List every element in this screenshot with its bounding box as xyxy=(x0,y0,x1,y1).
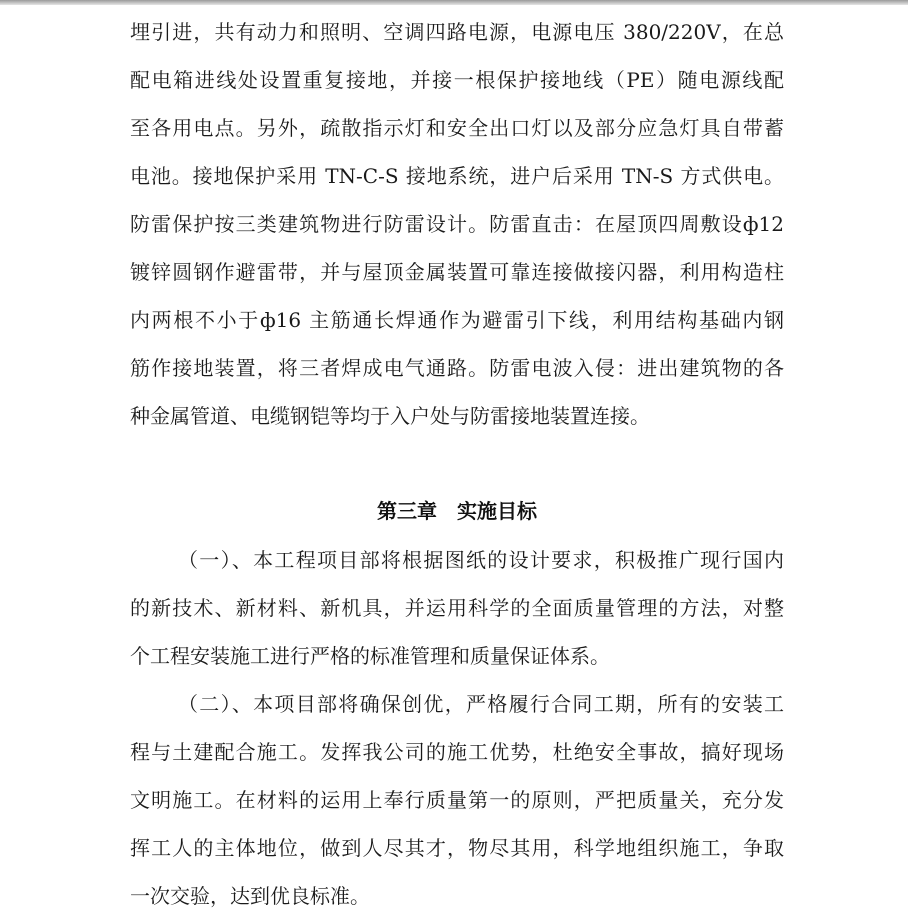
electrical-paragraph xyxy=(130,8,784,440)
text-line: 内两根不小于ф16 主筋通长焊通作为避雷引下线，利用结构基础内钢 xyxy=(130,308,784,332)
text-line: （二）、本项目部将确保创优，严格履行合同工期，所有的安装工 xyxy=(178,692,784,716)
text-line: （一）、本工程项目部将根据图纸的设计要求，积极推广现行国内 xyxy=(178,548,784,572)
text-line: 防雷保护按三类建筑物进行防雷设计。防雷直击：在屋顶四周敷设ф12 xyxy=(130,212,784,236)
text-line: 埋引进，共有动力和照明、空调四路电源，电源电压 380/220V，在总 xyxy=(130,20,784,44)
text-line: 程与土建配合施工。发挥我公司的施工优势，杜绝安全事故，搞好现场 xyxy=(130,740,784,764)
text-line: 筋作接地装置，将三者焊成电气通路。防雷电波入侵：进出建筑物的各 xyxy=(130,356,784,380)
chapter-heading: 第三章 实施目标 xyxy=(377,499,537,523)
document-page xyxy=(130,8,784,920)
text-line: 一次交验，达到优良标准。 xyxy=(130,884,370,908)
goal-paragraph-2 xyxy=(130,680,784,920)
text-line: 镀锌圆钢作避雷带，并与屋顶金属装置可靠连接做接闪器，利用构造柱 xyxy=(130,260,784,284)
text-line: 挥工人的主体地位，做到人尽其才，物尽其用，科学地组织施工，争取 xyxy=(130,836,784,860)
text-line: 电池。接地保护采用 TN-C-S 接地系统，进户后采用 TN-S 方式供电。 xyxy=(130,164,784,188)
page-top-edge xyxy=(0,0,908,5)
goal-paragraph-1 xyxy=(130,536,784,680)
text-line: 种金属管道、电缆钢铠等均于入户处与防雷接地装置连接。 xyxy=(130,404,650,428)
text-line: 个工程安装施工进行严格的标准管理和质量保证体系。 xyxy=(130,644,610,668)
text-line: 至各用电点。另外，疏散指示灯和安全出口灯以及部分应急灯具自带蓄 xyxy=(130,116,784,140)
text-line: 文明施工。在材料的运用上奉行质量第一的原则，严把质量关，充分发 xyxy=(130,788,784,812)
text-line: 配电箱进线处设置重复接地，并接一根保护接地线（PE）随电源线配 xyxy=(130,68,784,92)
section-spacer xyxy=(130,440,784,486)
text-line: 的新技术、新材料、新机具，并运用科学的全面质量管理的方法，对整 xyxy=(130,596,784,620)
